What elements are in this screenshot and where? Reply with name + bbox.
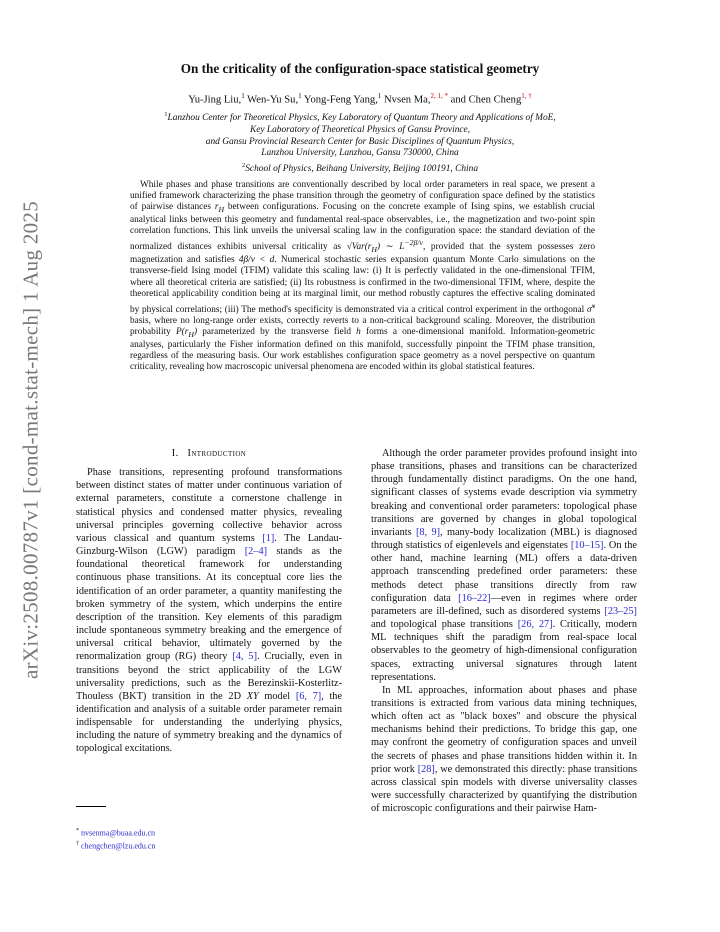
footnotes	[76, 826, 155, 852]
citation-link[interactable]: [28]	[417, 763, 435, 775]
citation-link[interactable]: [8, 9]	[415, 526, 441, 538]
author-affil-mark[interactable]	[521, 92, 532, 100]
paragraph: In ML approaches, information about phases and phase transitions is extracted from various data mining techniques, which often act as "black boxes" and obscure the physical mechanisms behind their predictions. To bridge this gap, one may confront the geometry of configuration spaces and unveil the secrets of phases and phase transitions hidden within it. In prior work [28], we demonstrated this directly: phase transitions across classical spin models with diverse universality classes were successfully characterized by quantifying the distribution of microscopic configurations and their pairwise Ham-	[371, 684, 637, 815]
affiliation-line: $^2$School of Physics, Beihang University, Beijing 100191, China	[241, 161, 479, 175]
affiliation-line: and Gansu Provincial Research Center for Basic Disciplines of Quantum Physics,	[205, 136, 515, 147]
author-affil-mark: 1	[298, 92, 302, 100]
author-name: Wen-Yu Su,	[247, 94, 299, 106]
arxiv-identifier: arXiv:2508.00787v1 [cond-mat.stat-mech] 1 Aug 2025	[18, 200, 43, 680]
author-name: Yu-Jing Liu,	[188, 94, 242, 106]
citation-link[interactable]: [23–25]	[604, 605, 637, 617]
citation-link[interactable]: [4, 5]	[232, 651, 258, 663]
email-link[interactable]: nvsenma@buaa.edu.cn	[81, 828, 156, 838]
author-name: Yong-Feng Yang,	[303, 94, 378, 106]
math-inline: $√Var(r_H)$ ∼ $L^{-2\beta/\nu}$	[346, 238, 423, 255]
author-name: and Chen Cheng	[450, 94, 522, 106]
paragraph: Although the order parameter provides profound insight into phase transitions, phases and transitions can be characterized through fundamentally distinct paradigms. On the one hand, significant classes of systems evade description via symmetry breaking and conventional order parameters: topological phase transitions are governed by changes in global topological invariants [8, 9], many-body localization (MBL) is diagnosed through statistics of eigenlevels and eigenstates [10–15]. On the other hand, machine learning (ML) offers a data-driven approach transcending predefined order parameters: these methods detect phase transitions directly from raw configuration data [16–22]—even in regimes where order parameters are ill-defined, such as disordered systems [23–25] and topological phase transitions [26, 27]. Critically, modern ML techniques shift the paradigm from real-space local observables to the geometry of high-dimensional configuration spaces, extracting universal signatures through latent representations.	[371, 448, 638, 683]
affiliation-line: $^1$Lanzhou Center for Theoretical Physics, Key Laboratory of Quantum Theory and Applications of MoE,	[164, 111, 556, 124]
right-column	[371, 447, 637, 815]
author-name: Nvsen Ma,	[384, 94, 431, 106]
footnote: * nvsenma@buaa.edu.cn	[76, 828, 156, 838]
affiliation-line: Lanzhou University, Lanzhou, Gansu 730000, China	[261, 148, 459, 159]
citation-link[interactable]: [16–22]	[458, 592, 491, 604]
section-heading: I. Introduction	[171, 448, 247, 459]
author-list	[90, 92, 630, 106]
citation-link[interactable]: [2–4]	[244, 546, 268, 558]
affiliation-line: Key Laboratory of Theoretical Physics of Gansu Province,	[249, 124, 471, 135]
left-column	[76, 447, 342, 756]
paper-title: On the criticality of the configuration-space statistical geometry	[180, 61, 540, 76]
author-affil-mark: 1	[377, 92, 382, 100]
math-inline: $P(r_H)$	[175, 327, 198, 339]
abstract: While phases and phase transitions are conventionally described by local order parameters in real space, we present a unified framework characterizing the phase transition through the geometry of configuration space defined by the statistics of pairwise distances $r_H$ between configurations. Focusing on the concrete example of Ising spins, we establish crucial analytical links between this geometry and fundamental real-space observables, i.e., the magnetization and two-point spin correlation functions. This link unveils the universal scaling law in the configuration space: the standard deviation of the normalized distances exhibits universal criticality as $√Var(r_H)$ ∼ $L^{-2\beta/\nu}$, provided that the system possesses zero magnetization and satisfies 4β/ν < d. Numerical stochastic series expansion quantum Monte Carlo simulations on the transverse-field Ising model (TFIM) validate this scaling law: (i) It is perfectly validated in the one-dimensional TFIM, where all theoretical criteria are satisfied; (ii) Its robustness is confirmed in the two-dimensional TFIM, where, despite the theoretical applicability condition being at its marginal limit, our method robustly captures the effective scaling dominated by physical correlations; (iii) The method's specificity is demonstrated via a critical control experiment in the orthogonal σ̂$^x$ basis, where no long-range order exists, correctly reverts to a non-critical background scaling. Moreover, the distribution probability $P(r_H)$ parameterized by the transverse field h forms a one-dimensional manifold. Information-geometric analyses, particularly the Fisher information defined on this manifold, successfully pinpoint the TFIM phase transition, regardless of the measuring basis. Our work establishes configuration space geometry as a novel perspective on quantum criticality, revealing how macroscopic universal phenomena are encoded within its global statistical features.	[130, 180, 596, 373]
citation-link[interactable]: [1]	[262, 532, 275, 544]
footnote: † chengchen@lzu.edu.cn	[76, 841, 156, 851]
math-inline: XY	[246, 690, 259, 702]
author-footnote-link[interactable]: 1, †	[521, 92, 532, 100]
citation-link[interactable]: [10–15]	[570, 540, 604, 552]
paragraph: Phase transitions, representing profound transformations between distinct states of matter under continuous variation of external parameters, constitute a cornerstone challenge in statistical physics and condensed matter physics, revealing universal principles governing collective behavior across various classical and quantum systems [1]. The Landau-Ginzburg-Wilson (LGW) paradigm [2–4] stands as the foundational theoretical framework for understanding continuous phase transitions. At its conceptual core lies the identification of an order parameter, a quantity manifesting the broken symmetry of the system, which underpins the entire description of the transition. Key elements of this paradigm include spontaneous symmetry breaking and the emergence of universal critical behavior, ultimately governed by the renormalization group (RG) theory [4, 5]. Crucially, even in transitions beyond the strict applicability of the LGW universality predictions, such as the Berezinskii-Kosterlitz-Thouless (BKT) transition in the 2D XY model [6, 7], the identification and analysis of a suitable order parameter remain indispensable for understanding the underlying physics, including the nature of symmetry breaking and the dynamics of topological excitations.	[76, 467, 343, 755]
footnote-divider	[76, 806, 106, 807]
math-inline: 4β/ν < d	[238, 255, 275, 266]
affiliations	[90, 109, 630, 176]
math-inline: h	[356, 327, 361, 338]
math-inline: σ̂$^x$	[586, 300, 595, 315]
email-link[interactable]: chengchen@lzu.edu.cn	[81, 841, 156, 851]
author-affil-mark: 1	[241, 92, 245, 100]
author-affil-mark[interactable]	[431, 92, 449, 100]
math-inline: $r_H$	[214, 202, 225, 215]
author-footnote-link[interactable]: 2, 1, *	[430, 92, 448, 100]
citation-link[interactable]: [6, 7]	[295, 690, 322, 702]
citation-link[interactable]: [26, 27]	[517, 619, 553, 631]
